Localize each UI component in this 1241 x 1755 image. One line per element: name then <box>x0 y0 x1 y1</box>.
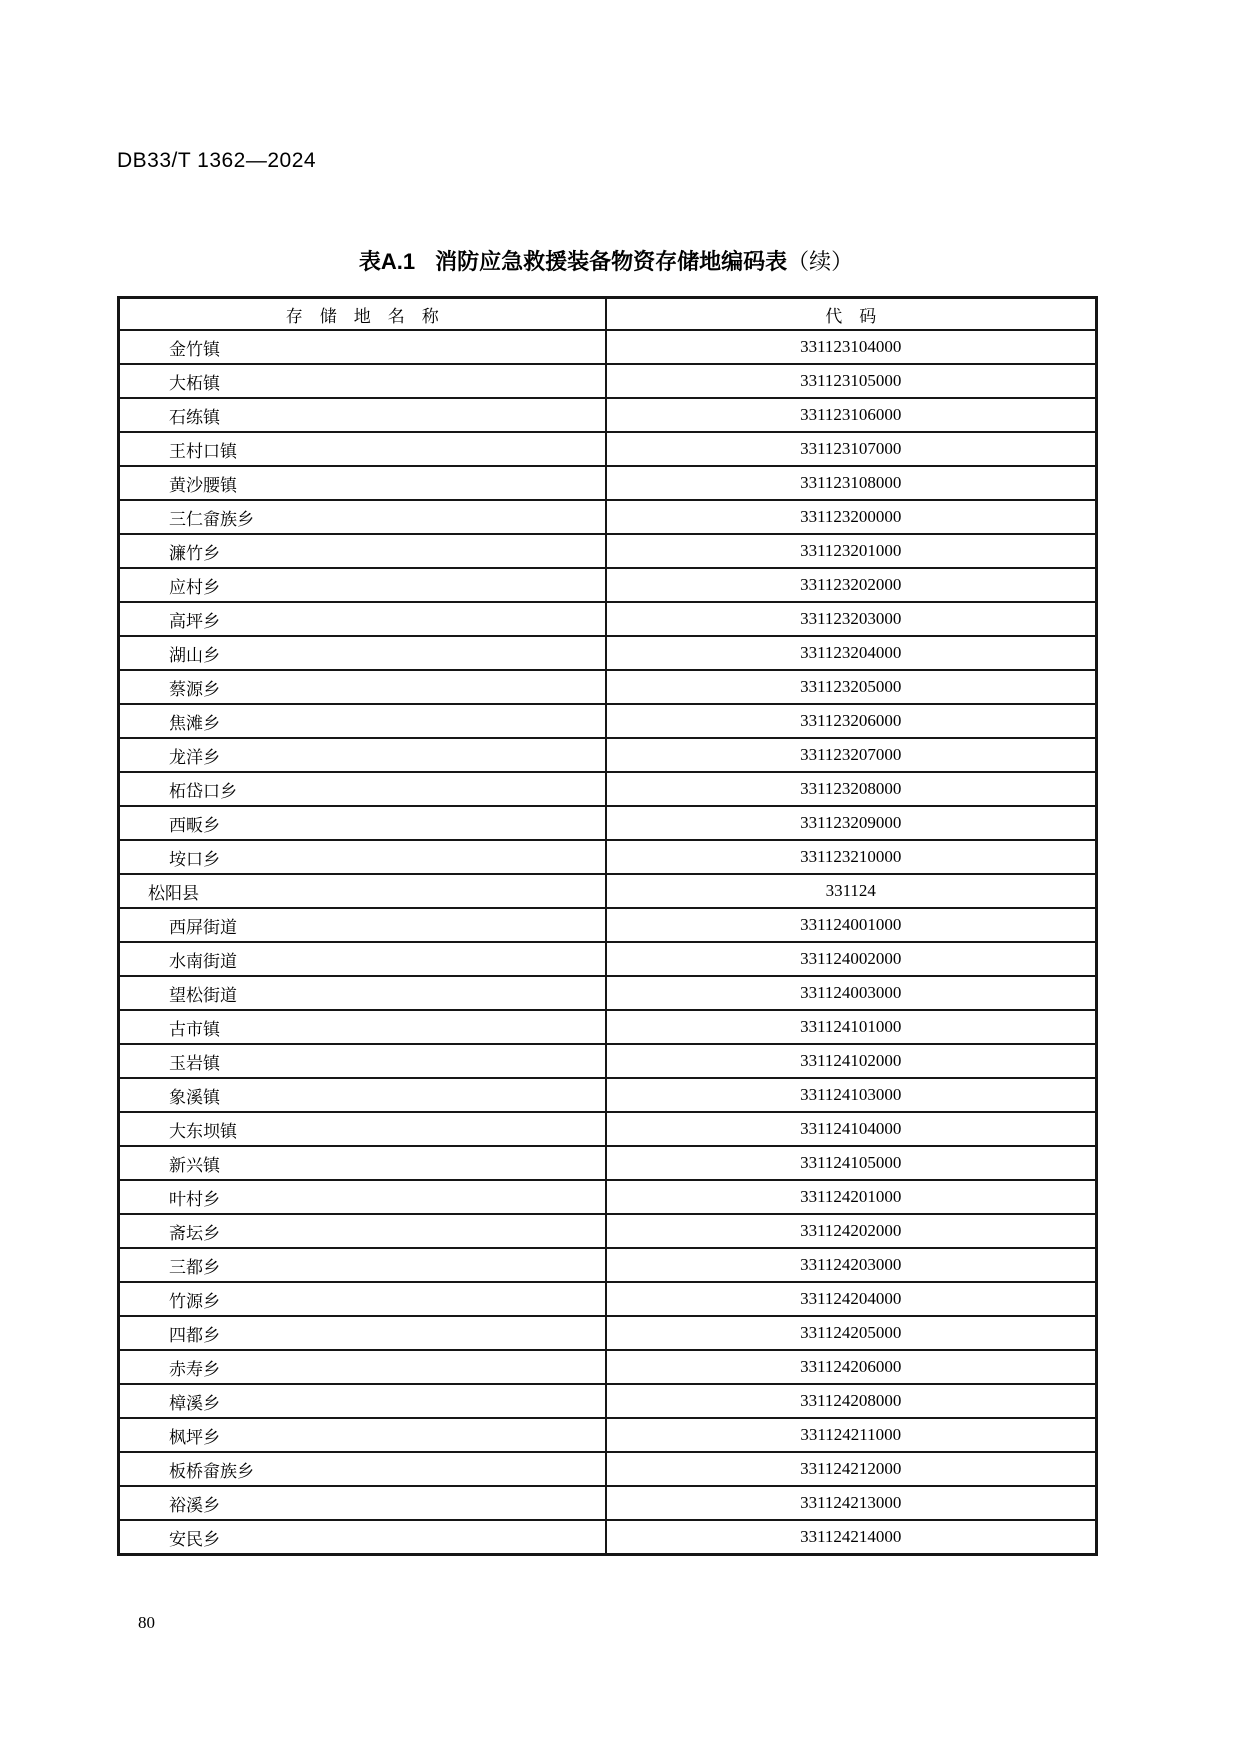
table-row <box>119 1010 1097 1044</box>
storage-name-cell: 象溪镇 <box>119 1078 606 1112</box>
table-row <box>119 1520 1097 1555</box>
code-cell: 331124212000 <box>606 1452 1097 1486</box>
table-row <box>119 874 1097 908</box>
code-cell: 331123108000 <box>606 466 1097 500</box>
code-cell: 331124003000 <box>606 976 1097 1010</box>
table-row <box>119 568 1097 602</box>
table-row <box>119 806 1097 840</box>
code-cell: 331124104000 <box>606 1112 1097 1146</box>
table-row <box>119 432 1097 466</box>
storage-name-cell: 竹源乡 <box>119 1282 606 1316</box>
table-row <box>119 500 1097 534</box>
code-cell: 331124103000 <box>606 1078 1097 1112</box>
table-row <box>119 1044 1097 1078</box>
page-number: 80 <box>138 1613 155 1632</box>
table-row <box>119 1214 1097 1248</box>
header-code: 代 码 <box>606 298 1097 331</box>
table-row <box>119 1418 1097 1452</box>
table-row <box>119 738 1097 772</box>
code-cell: 331124101000 <box>606 1010 1097 1044</box>
code-cell: 331124206000 <box>606 1350 1097 1384</box>
code-cell: 331123201000 <box>606 534 1097 568</box>
storage-name-cell: 湖山乡 <box>119 636 606 670</box>
storage-name-cell: 水南街道 <box>119 942 606 976</box>
storage-name-cell: 王村口镇 <box>119 432 606 466</box>
table-row <box>119 1248 1097 1282</box>
table-row <box>119 908 1097 942</box>
table-row <box>119 466 1097 500</box>
storage-name-cell: 赤寿乡 <box>119 1350 606 1384</box>
storage-name-cell: 大东坝镇 <box>119 1112 606 1146</box>
code-cell: 331123210000 <box>606 840 1097 874</box>
storage-name-cell: 西屏街道 <box>119 908 606 942</box>
code-cell: 331123205000 <box>606 670 1097 704</box>
storage-name-cell: 金竹镇 <box>119 330 606 364</box>
storage-name-cell: 柘岱口乡 <box>119 772 606 806</box>
storage-name-cell: 新兴镇 <box>119 1146 606 1180</box>
table-body <box>119 330 1097 1555</box>
code-cell: 331124105000 <box>606 1146 1097 1180</box>
code-cell: 331124001000 <box>606 908 1097 942</box>
table-row <box>119 976 1097 1010</box>
table-row <box>119 1146 1097 1180</box>
table-row <box>119 636 1097 670</box>
storage-name-cell: 焦滩乡 <box>119 704 606 738</box>
code-cell: 331124204000 <box>606 1282 1097 1316</box>
doc-number: DB33/T 1362—2024 <box>117 149 317 172</box>
table-row <box>119 942 1097 976</box>
code-cell: 331124 <box>606 874 1097 908</box>
code-cell: 331124213000 <box>606 1486 1097 1520</box>
storage-name-cell: 望松街道 <box>119 976 606 1010</box>
code-cell: 331124203000 <box>606 1248 1097 1282</box>
table-row <box>119 1486 1097 1520</box>
table-row <box>119 330 1097 364</box>
table-row <box>119 602 1097 636</box>
table-row <box>119 772 1097 806</box>
code-cell: 331123203000 <box>606 602 1097 636</box>
storage-name-cell: 板桥畲族乡 <box>119 1452 606 1486</box>
code-cell: 331123206000 <box>606 704 1097 738</box>
storage-name-cell: 应村乡 <box>119 568 606 602</box>
table-row <box>119 364 1097 398</box>
code-cell: 331123208000 <box>606 772 1097 806</box>
code-cell: 331123105000 <box>606 364 1097 398</box>
code-cell: 331124214000 <box>606 1520 1097 1555</box>
table-row <box>119 398 1097 432</box>
storage-name-cell: 高坪乡 <box>119 602 606 636</box>
table-header-row <box>119 298 1097 331</box>
table-row <box>119 1452 1097 1486</box>
code-cell: 331123104000 <box>606 330 1097 364</box>
code-cell: 331124201000 <box>606 1180 1097 1214</box>
storage-name-cell: 樟溪乡 <box>119 1384 606 1418</box>
table-row <box>119 1384 1097 1418</box>
table-row <box>119 1180 1097 1214</box>
code-cell: 331124202000 <box>606 1214 1097 1248</box>
table-caption-title: 消防应急救援装备物资存储地编码表 <box>435 249 788 274</box>
code-cell: 331124102000 <box>606 1044 1097 1078</box>
table-row <box>119 534 1097 568</box>
storage-name-cell: 濂竹乡 <box>119 534 606 568</box>
code-cell: 331124208000 <box>606 1384 1097 1418</box>
storage-name-cell: 三都乡 <box>119 1248 606 1282</box>
code-cell: 331123107000 <box>606 432 1097 466</box>
table-row <box>119 1112 1097 1146</box>
code-cell: 331123200000 <box>606 500 1097 534</box>
code-cell: 331123202000 <box>606 568 1097 602</box>
storage-name-cell: 龙洋乡 <box>119 738 606 772</box>
code-cell: 331123106000 <box>606 398 1097 432</box>
code-cell: 331124211000 <box>606 1418 1097 1452</box>
table-row <box>119 1282 1097 1316</box>
storage-name-cell: 玉岩镇 <box>119 1044 606 1078</box>
storage-name-cell: 四都乡 <box>119 1316 606 1350</box>
storage-name-cell: 三仁畲族乡 <box>119 500 606 534</box>
storage-name-cell: 裕溪乡 <box>119 1486 606 1520</box>
table-caption-continuation: （续） <box>787 249 854 274</box>
header-storage-name: 存 储 地 名 称 <box>119 298 606 331</box>
table-row <box>119 1316 1097 1350</box>
storage-name-cell: 斋坛乡 <box>119 1214 606 1248</box>
table-row <box>119 1078 1097 1112</box>
storage-name-cell: 松阳县 <box>119 874 606 908</box>
storage-name-cell: 垵口乡 <box>119 840 606 874</box>
storage-name-cell: 西畈乡 <box>119 806 606 840</box>
storage-name-cell: 石练镇 <box>119 398 606 432</box>
storage-name-cell: 黄沙腰镇 <box>119 466 606 500</box>
table-row <box>119 840 1097 874</box>
code-cell: 331123209000 <box>606 806 1097 840</box>
table-caption-label: 表A.1 <box>358 249 416 274</box>
storage-name-cell: 蔡源乡 <box>119 670 606 704</box>
table-row <box>119 670 1097 704</box>
table-row <box>119 1350 1097 1384</box>
code-cell: 331124002000 <box>606 942 1097 976</box>
code-cell: 331123204000 <box>606 636 1097 670</box>
storage-name-cell: 古市镇 <box>119 1010 606 1044</box>
storage-name-cell: 枫坪乡 <box>119 1418 606 1452</box>
storage-name-cell: 大柘镇 <box>119 364 606 398</box>
storage-code-table <box>117 296 1098 1556</box>
table-caption <box>117 249 1095 275</box>
storage-name-cell: 叶村乡 <box>119 1180 606 1214</box>
table-row <box>119 704 1097 738</box>
code-cell: 331124205000 <box>606 1316 1097 1350</box>
storage-name-cell: 安民乡 <box>119 1520 606 1555</box>
code-cell: 331123207000 <box>606 738 1097 772</box>
